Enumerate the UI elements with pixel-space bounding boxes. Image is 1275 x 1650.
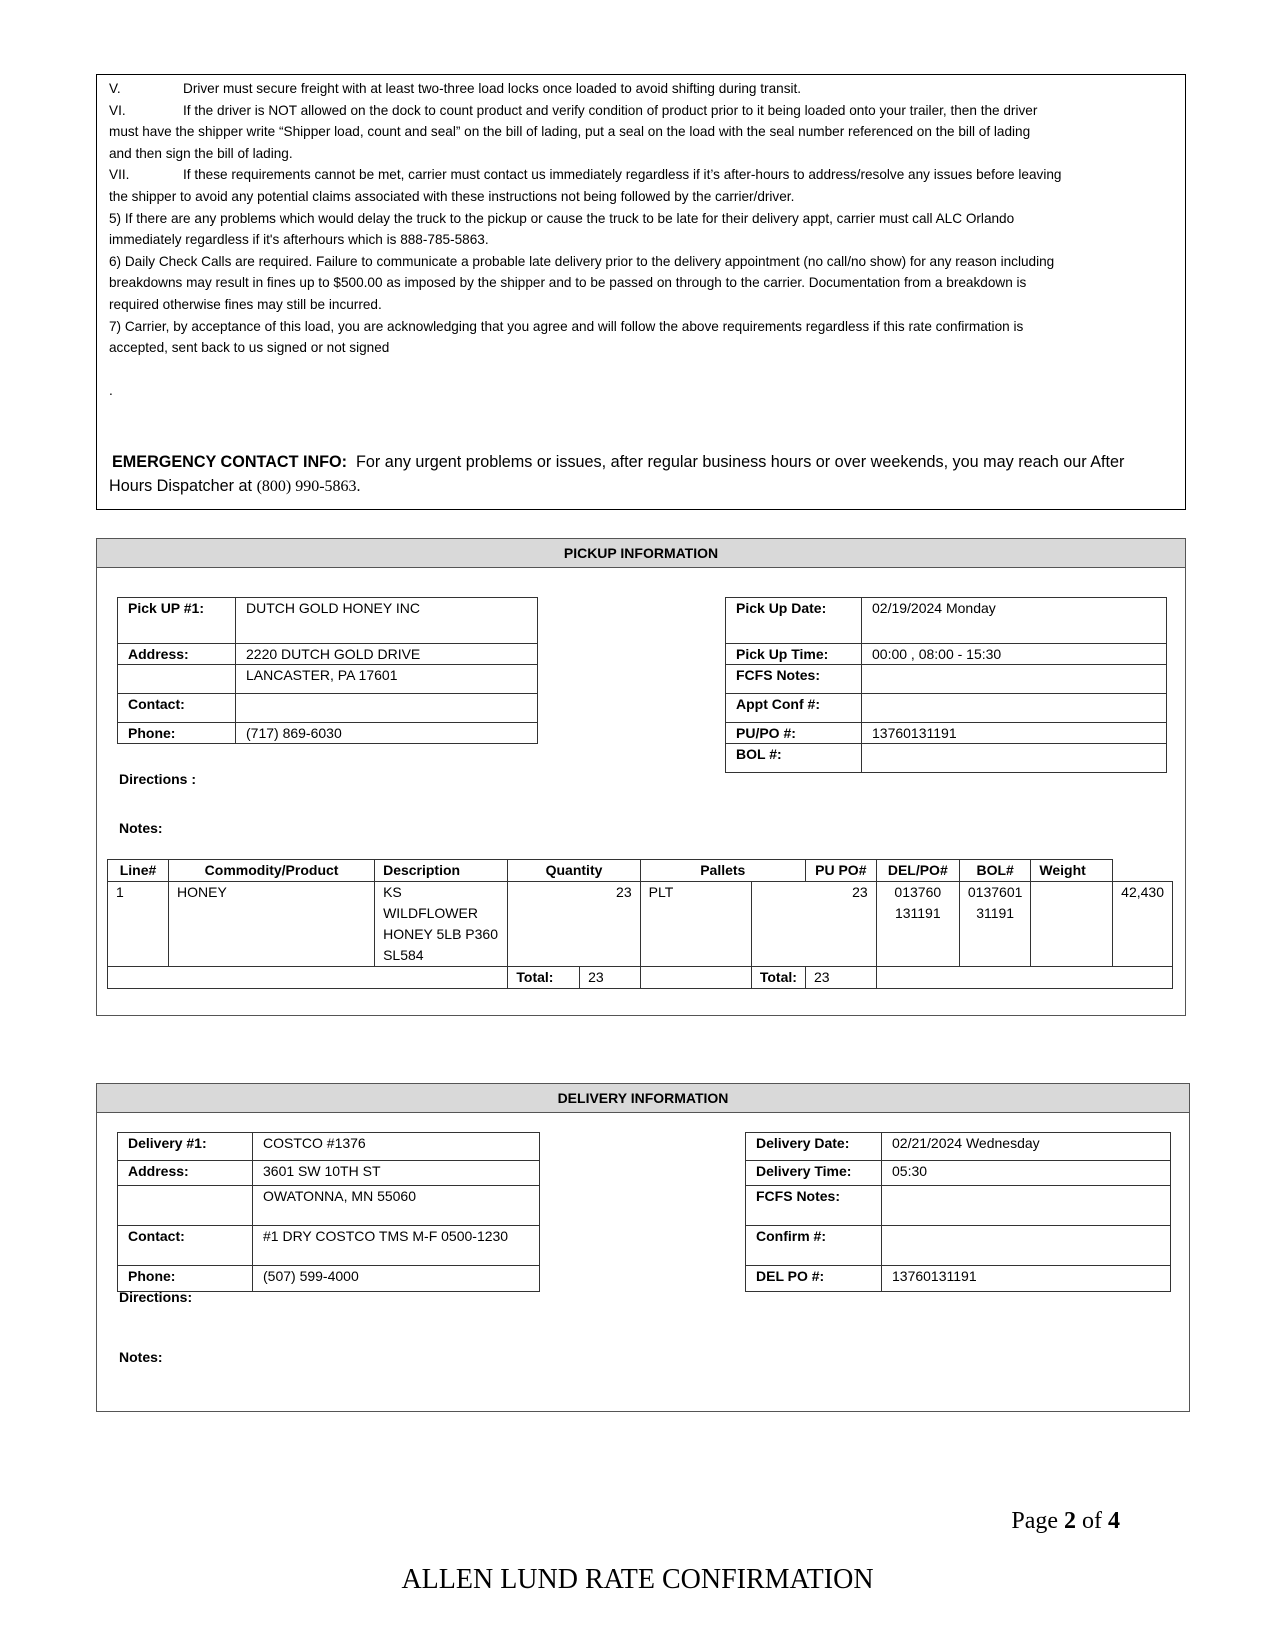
address-label: Address:	[118, 1161, 253, 1186]
emergency-phone: (800) 990-5863.	[256, 478, 361, 496]
delivery-name: COSTCO #1376	[253, 1133, 540, 1161]
pu-po-part: 013760	[894, 884, 942, 900]
appt-conf-label: Appt Conf #:	[726, 694, 862, 723]
pickup-date-label: Pick Up Date:	[726, 598, 862, 644]
phone-value: (717) 869-6030	[236, 723, 538, 744]
address-label: Address:	[118, 644, 236, 665]
bol-number	[1031, 882, 1113, 967]
commodity: HONEY	[169, 882, 375, 967]
requirement-number: VII.	[109, 167, 130, 183]
pickup-location-table	[117, 597, 538, 744]
delivery-header: DELIVERY INFORMATION	[97, 1084, 1189, 1113]
weight: 42,430	[1113, 882, 1173, 967]
requirement-line	[109, 78, 1175, 100]
requirement-line	[109, 316, 1175, 338]
fcfs-notes-label: FCFS Notes:	[746, 1186, 882, 1226]
pickup-section	[96, 538, 1186, 1016]
address-line1: 2220 DUTCH GOLD DRIVE	[236, 644, 538, 665]
requirement-text: accepted, sent back to us signed or not signed	[109, 340, 390, 356]
table-row	[108, 882, 1173, 967]
confirm-label: Confirm #:	[746, 1226, 882, 1266]
quantity: 23	[508, 882, 640, 967]
fcfs-notes-value	[882, 1186, 1171, 1226]
fcfs-notes-label: FCFS Notes:	[726, 665, 862, 694]
delivery-section	[96, 1083, 1190, 1412]
description-line: KS WILDFLOWER	[383, 884, 478, 921]
phone-label: Phone:	[118, 1266, 253, 1292]
delivery-date-value: 02/21/2024 Wednesday	[882, 1133, 1171, 1161]
line-number: 1	[108, 882, 169, 967]
requirement-number: V.	[109, 81, 121, 96]
totals-row	[108, 967, 1173, 989]
delivery-time-value: 05:30	[882, 1161, 1171, 1186]
pallets-total-label: Total:	[751, 967, 805, 989]
contact-value: #1 DRY COSTCO TMS M-F 0500-1230	[253, 1226, 540, 1266]
col-header-bol: BOL#	[959, 860, 1031, 882]
pallets: 23	[751, 882, 876, 967]
separator-dot: .	[109, 382, 113, 398]
pickup-name: DUTCH GOLD HONEY INC	[236, 598, 538, 644]
quantity-total-value: 23	[580, 967, 640, 989]
col-header-pu-po: PU PO#	[805, 860, 876, 882]
quantity-total-label: Total:	[508, 967, 580, 989]
bol-label: BOL #:	[726, 744, 862, 773]
contact-label: Contact:	[118, 1226, 253, 1266]
requirement-line	[109, 294, 1175, 316]
requirement-line	[109, 272, 1175, 294]
requirement-text: and then sign the bill of lading.	[109, 145, 293, 161]
description-line: HONEY 5LB P360	[383, 926, 498, 942]
emergency-text-2: Hours Dispatcher at	[109, 477, 253, 496]
delivery-directions-label: Directions:	[119, 1289, 193, 1305]
page-total: 4	[1108, 1508, 1120, 1534]
delivery-schedule-table	[745, 1132, 1171, 1292]
requirements-box	[96, 74, 1186, 510]
emergency-text: For any urgent problems or issues, after regular business hours or over weekends, you may reach our After	[356, 453, 1125, 472]
requirement-line	[109, 337, 1175, 359]
col-header-quantity: Quantity	[508, 860, 640, 882]
requirement-text: 5) If there are any problems which would delay the truck to the pickup or cause the truck to be late for their delivery appt, carrier must call ALC Orlando	[109, 210, 1015, 226]
pu-po-value: 13760131191	[862, 723, 1167, 744]
col-header-description: Description	[375, 860, 508, 882]
del-po-value: 13760131191	[882, 1266, 1171, 1292]
pickup-header: PICKUP INFORMATION	[97, 539, 1185, 568]
pickup-date-value: 02/19/2024 Monday	[862, 598, 1167, 644]
requirement-text: breakdowns may result in fines up to $500.00 as imposed by the shipper and to be passed on through to the carrier. Documentation from a breakdown is	[109, 275, 1027, 291]
description-line: SL584	[383, 947, 424, 963]
requirement-line	[109, 186, 1175, 208]
delivery-date-label: Delivery Date:	[746, 1133, 882, 1161]
contact-value	[236, 694, 538, 723]
requirement-line	[109, 100, 1175, 122]
document-title: ALLEN LUND RATE CONFIRMATION	[401, 1564, 874, 1595]
description	[375, 882, 508, 967]
pickup-notes-label: Notes:	[119, 820, 163, 836]
col-header-weight: Weight	[1031, 860, 1113, 882]
page-current: 2	[1064, 1508, 1076, 1534]
pickup-time-label: Pick Up Time:	[726, 644, 862, 665]
delivery-location-table	[117, 1132, 540, 1292]
requirements-list	[109, 78, 1175, 359]
pickup-directions-label: Directions :	[119, 771, 197, 787]
del-po-number	[959, 882, 1031, 967]
bol-value	[862, 744, 1167, 773]
delivery-notes-label: Notes:	[119, 1349, 163, 1365]
pu-po-part: 131191	[894, 905, 941, 921]
phone-value: (507) 599-4000	[253, 1266, 540, 1292]
requirement-line	[109, 143, 1175, 165]
page-prefix: Page	[1011, 1508, 1058, 1534]
requirement-text: 6) Daily Check Calls are required. Failure to communicate a probable late delivery prior to the delivery appointment (no call/no show) for any reason including	[109, 253, 1055, 269]
del-po-label: DEL PO #:	[746, 1266, 882, 1292]
requirement-text: must have the shipper write “Shipper load, count and seal” on the bill of lading, put a seal on the load with the seal number referenced on the bill of lading	[109, 124, 1031, 140]
col-header-commodity: Commodity/Product	[169, 860, 375, 882]
requirement-text: 7) Carrier, by acceptance of this load, you are acknowledging that you agree and will follow the above requirements regardless if this rate confirmation is	[109, 318, 1024, 334]
del-po-part: 0137601	[967, 884, 1023, 900]
pallets-total-value: 23	[805, 967, 876, 989]
requirement-text: If these requirements cannot be met, carrier must contact us immediately regardless if it’s after-hours to address/resolve any issues before leaving	[183, 167, 1062, 183]
pickup-time-value: 00:00 , 08:00 - 15:30	[862, 644, 1167, 665]
pu-po-label: PU/PO #:	[726, 723, 862, 744]
phone-label: Phone:	[118, 723, 236, 744]
requirement-number: VI.	[109, 102, 126, 118]
requirement-text: immediately regardless if it's afterhours which is 888-785-5863.	[109, 232, 489, 248]
line-items-header-row	[108, 860, 1173, 882]
quantity-unit: PLT	[640, 882, 751, 967]
col-header-line: Line#	[108, 860, 169, 882]
requirement-line	[109, 121, 1175, 143]
line-items-table	[107, 859, 1173, 989]
delivery-label: Delivery #1:	[118, 1133, 253, 1161]
appt-conf-value	[862, 694, 1167, 723]
emergency-contact	[109, 450, 1175, 499]
requirement-text: required otherwise fines may still be incurred.	[109, 296, 382, 312]
requirement-line	[109, 164, 1175, 186]
pickup-schedule-table	[725, 597, 1167, 773]
contact-label: Contact:	[118, 694, 236, 723]
pu-po-number	[876, 882, 959, 967]
delivery-time-label: Delivery Time:	[746, 1161, 882, 1186]
requirement-text: the shipper to avoid any potential claims associated with these instructions not being followed by the carrier/driver.	[109, 188, 795, 204]
page-of: of	[1082, 1508, 1102, 1534]
fcfs-notes-value	[862, 665, 1167, 694]
address-line2: OWATONNA, MN 55060	[253, 1186, 540, 1226]
col-header-pallets: Pallets	[640, 860, 805, 882]
confirm-value	[882, 1226, 1171, 1266]
requirement-line	[109, 229, 1175, 251]
requirement-line	[109, 251, 1175, 273]
del-po-part: 31191	[976, 905, 1015, 921]
requirement-text: If the driver is NOT allowed on the dock to count product and verify condition of product prior to it being loaded onto your trailer, then the driver	[183, 102, 1038, 118]
address-line2: LANCASTER, PA 17601	[236, 665, 538, 694]
page-number	[1011, 1508, 1120, 1535]
address-line1: 3601 SW 10TH ST	[253, 1161, 540, 1186]
col-header-del-po: DEL/PO#	[876, 860, 959, 882]
requirement-text: Driver must secure freight with at least two-three load locks once loaded to avoid shifting during transit.	[183, 81, 802, 96]
pickup-label: Pick UP #1:	[118, 598, 236, 644]
emergency-label: EMERGENCY CONTACT INFO:	[112, 453, 348, 472]
requirement-line	[109, 208, 1175, 230]
